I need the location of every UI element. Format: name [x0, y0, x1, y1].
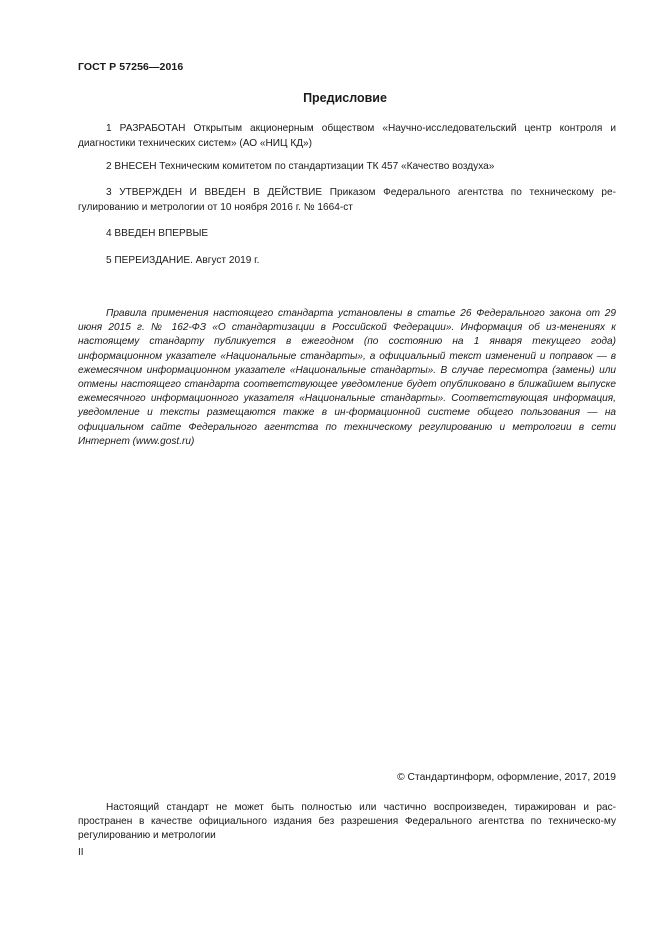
- foreword-item-4: [78, 226, 616, 241]
- foreword-item-3: [78, 185, 616, 215]
- copyright-line: © Стандартинформ, оформление, 2017, 2019: [397, 772, 616, 783]
- foreword-item-2-text: 2 ВНЕСЕН Техническим комитетом по стандартизации ТК 457 «Качество воздуха»: [106, 161, 495, 172]
- foreword-item-5: [78, 253, 616, 268]
- foreword-item-3-text: 3 УТВЕРЖДЕН И ВВЕДЕН В ДЕЙСТВИЕ Приказом Федерального агентства по техническому ре-гулированию и метрологии от 10 ноября 2016 г. № 1664-ст: [78, 187, 616, 213]
- foreword-title: Предисловие: [303, 91, 387, 105]
- foreword-item-2: [78, 159, 616, 174]
- standard-rules-notice: [78, 307, 616, 449]
- foreword-item-1-text: 1 РАЗРАБОТАН Открытым акционерным обществом «Научно-исследовательский центр контроля и диагностики технических систем» (АО «НИЦ КД»): [78, 123, 616, 149]
- foreword-item-5-text: 5 ПЕРЕИЗДАНИЕ. Август 2019 г.: [106, 255, 260, 266]
- reproduction-notice-text: Настоящий стандарт не может быть полностью или частично воспроизведен, тиражирован и рас-пространен в качестве официального издания без разрешения Федерального агентства по техническо-му регулированию и метрологии: [78, 802, 616, 842]
- foreword-item-4-text: 4 ВВЕДЕН ВПЕРВЫЕ: [106, 228, 209, 239]
- standard-rules-text: Правила применения настоящего стандарта установлены в статье 26 Федерального закона от 29 июня 2015 г. № 162-ФЗ «О стандартизации в Российской Федерации». Информация об из-менениях к настоящему стандарту публикуется в ежегодном (по состоянию на 1 января текущего года) информационном указателе «Национальные стандарты», а официальный текст изменений и поправок — в ежемесячном информационном указателе «Национальные стандарты». В случае пересмотра (замены) или отмены настоящего стандарта соответствующее уведомление будет опубликовано в ближайшем выпуске ежемесячного информационного указателя «Национальные стандарты». Соответствующая информация, уведомление и тексты размещаются также в ин-формационной системе общего пользования — на официальном сайте Федерального агентства по техническому регулированию и метрологии в сети Интернет (www.gost.ru): [78, 308, 616, 447]
- page-number: II: [78, 847, 84, 858]
- reproduction-notice: [78, 801, 616, 844]
- document-code-header: ГОСТ Р 57256—2016: [78, 61, 184, 73]
- foreword-item-1: [78, 121, 616, 151]
